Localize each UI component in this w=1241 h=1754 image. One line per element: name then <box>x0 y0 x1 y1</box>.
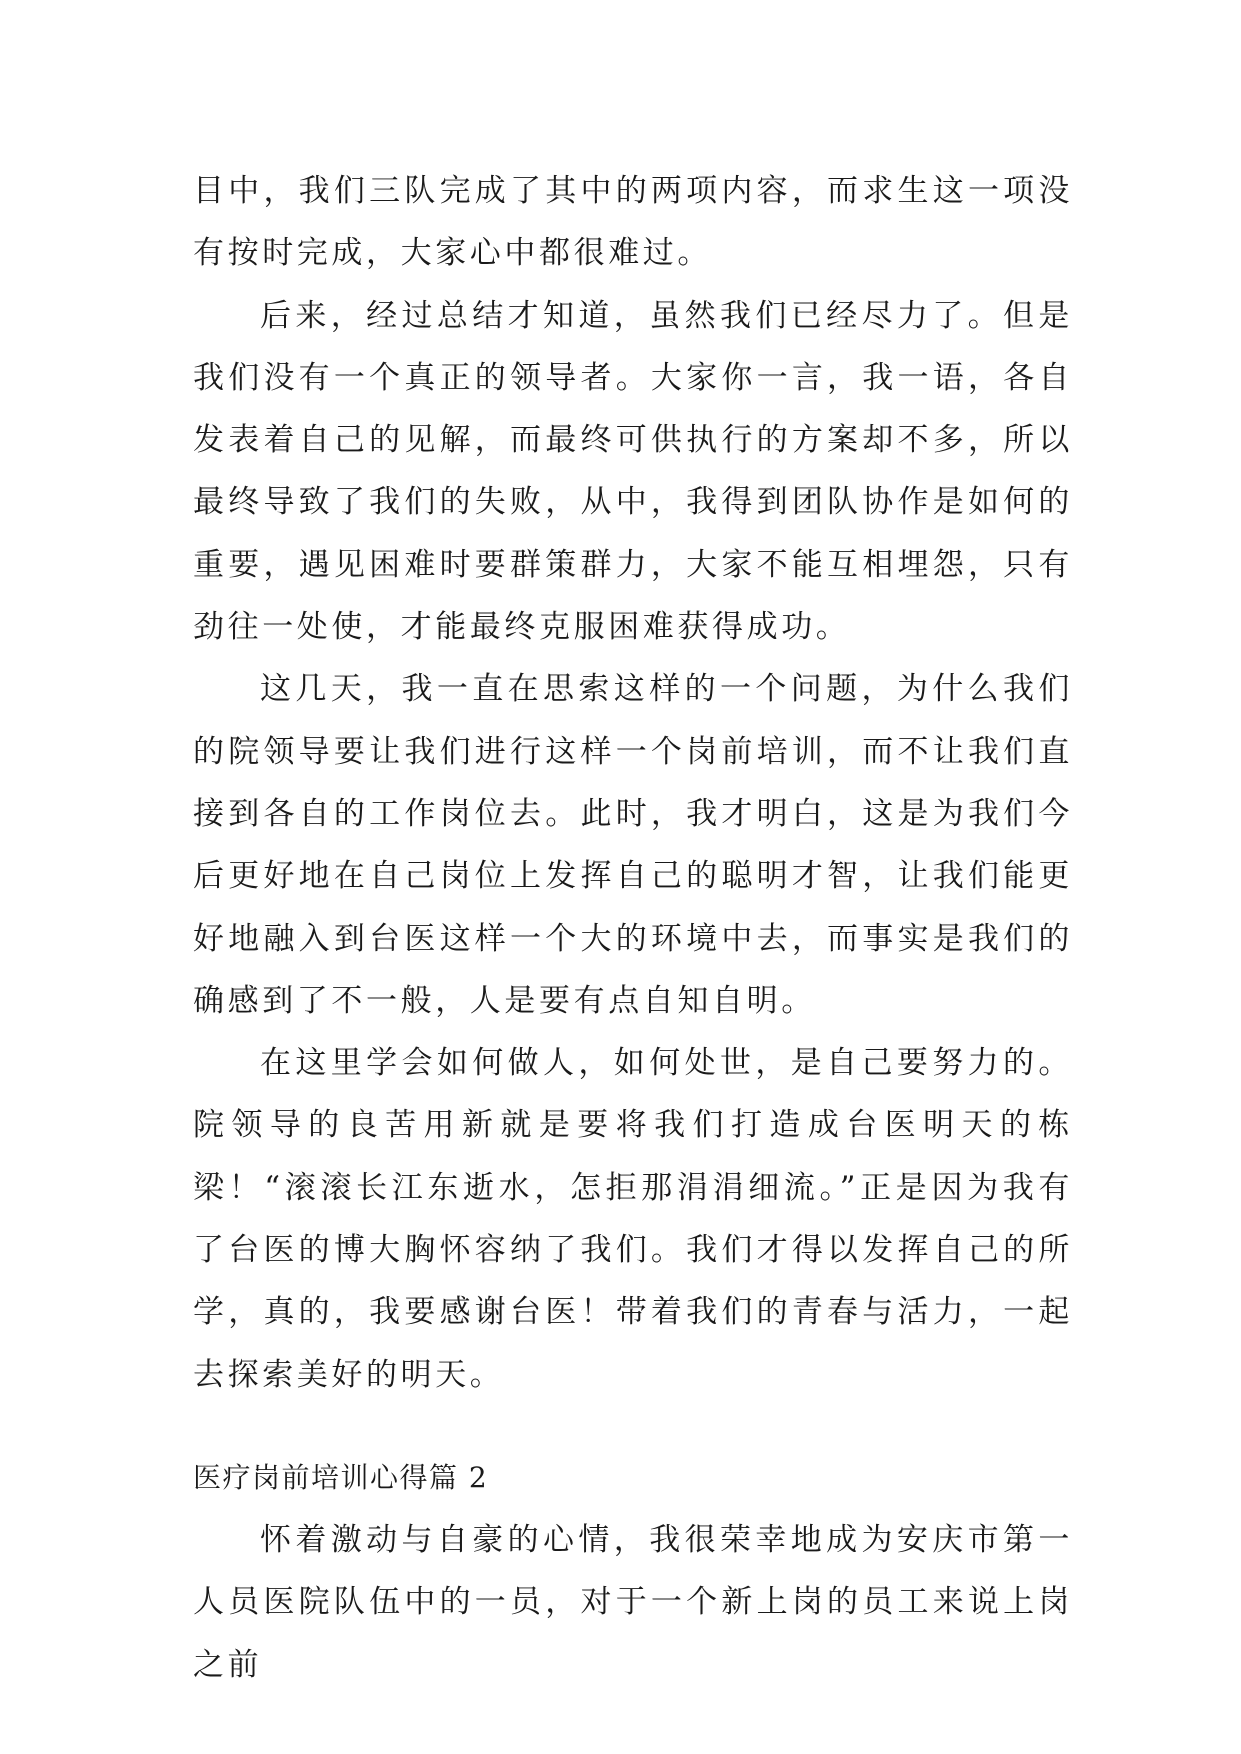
paragraph-4: 在这里学会如何做人，如何处世，是自己要努力的。院领导的良苦用新就是要将我们打造成台医明天的栋梁！“滚滚长江东逝水，怎拒那涓涓细流。”正是因为我有了台医的博大胸怀容纳了我们。我们才得以发挥自己的所学，真的，我要感谢台医！带着我们的青春与活力，一起去探索美好的明天。 <box>193 1045 1073 1393</box>
paragraph-1: 目中，我们三队完成了其中的两项内容，而求生这一项没有按时完成，大家心中都很难过。 <box>193 173 1073 272</box>
paragraph-3: 这几天，我一直在思索这样的一个问题，为什么我们的院领导要让我们进行这样一个岗前培训，而不让我们直接到各自的工作岗位去。此时，我才明白，这是为我们今后更好地在自己岗位上发挥自己的聪明才智，让我们能更好地融入到台医这样一个大的环境中去，而事实是我们的确感到了不一般，人是要有点自知自明。 <box>193 671 1073 1019</box>
paragraph-5: 怀着激动与自豪的心情，我很荣幸地成为安庆市第一人员医院队伍中的一员，对于一个新上岗的员工来说上岗之前 <box>193 1521 1073 1683</box>
document-page <box>193 160 1073 1696</box>
paragraph-2: 后来，经过总结才知道，虽然我们已经尽力了。但是我们没有一个真正的领导者。大家你一言，我一语，各自发表着自己的见解，而最终可供执行的方案却不多，所以最终导致了我们的失败，从中，我得到团队协作是如何的重要，遇见困难时要群策群力，大家不能互相埋怨，只有劲往一处使，才能最终克服困难获得成功。 <box>193 297 1073 646</box>
section-heading: 医疗岗前培训心得篇 2 <box>193 1460 489 1494</box>
